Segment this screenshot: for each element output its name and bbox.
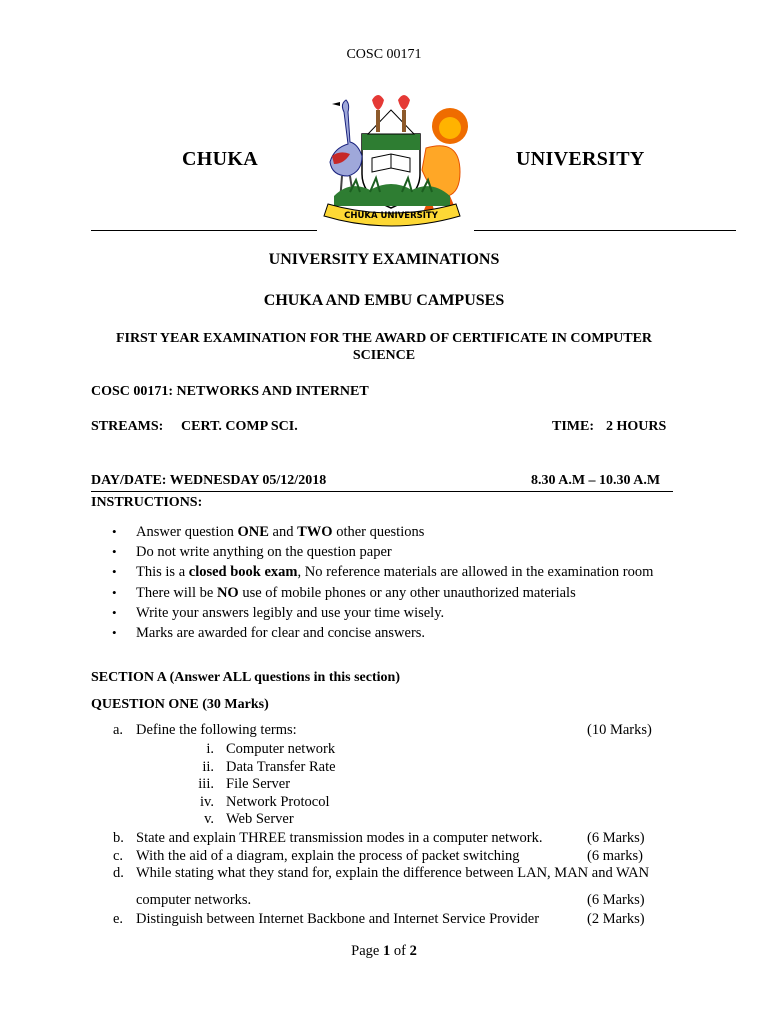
info-rule	[91, 491, 673, 492]
instruction-item: • This is a closed book exam, No reference materials are allowed in the examination room	[112, 562, 653, 582]
term-num: iii.	[198, 776, 214, 792]
term-text: Data Transfer Rate	[226, 759, 336, 775]
question-b-letter: b.	[113, 830, 124, 846]
question-c-marks: (6 marks)	[587, 848, 643, 864]
question-b-marks: (6 Marks)	[587, 830, 645, 846]
time-label: TIME:	[552, 419, 594, 434]
question-a-text: Define the following terms:	[136, 722, 297, 738]
section-a-heading: SECTION A (Answer ALL questions in this section)	[91, 670, 400, 685]
question-d-text: While stating what they stand for, explain the difference between LAN, MAN and WAN	[136, 865, 650, 881]
term-num: iv.	[200, 794, 214, 810]
page-total: 2	[409, 943, 417, 959]
award-title-line1: FIRST YEAR EXAMINATION FOR THE AWARD OF CERTIFICATE IN COMPUTER	[115, 331, 653, 346]
term-num: ii.	[202, 759, 214, 775]
term-text: Web Server	[226, 811, 294, 827]
instruction-item: • Answer question ONE and TWO other questions	[112, 522, 653, 542]
question-d-text-cont: computer networks.	[136, 892, 252, 908]
campuses-title: CHUKA AND EMBU CAMPUSES	[263, 292, 505, 309]
university-crest-logo	[310, 92, 470, 230]
header-right-title: UNIVERSITY	[516, 148, 645, 170]
question-a-marks: (10 Marks)	[587, 722, 652, 738]
question-b-text: State and explain THREE transmission modes in a computer network.	[136, 830, 543, 846]
question-a-letter: a.	[113, 722, 124, 738]
header-course-code: COSC 00171	[346, 47, 422, 62]
term-text: Computer network	[226, 741, 336, 757]
exam-title: UNIVERSITY EXAMINATIONS	[268, 251, 500, 268]
page-number: 1	[382, 943, 391, 959]
header-rule-right	[474, 230, 736, 231]
term-text: Network Protocol	[226, 794, 330, 810]
course-title: COSC 00171: NETWORKS AND INTERNET	[91, 384, 369, 399]
page-footer	[0, 943, 768, 960]
exam-hours: 8.30 A.M – 10.30 A.M	[531, 473, 661, 488]
crest-ribbon-text: CHUKA UNIVERSITY	[344, 211, 438, 221]
question-d-letter: d.	[113, 865, 124, 881]
question-e-text: Distinguish between Internet Backbone and Internet Service Provider	[136, 911, 540, 927]
question-c-letter: c.	[113, 848, 124, 864]
award-title-line2: SCIENCE	[352, 348, 416, 363]
time-value: 2 HOURS	[606, 419, 667, 434]
instructions-heading: INSTRUCTIONS:	[91, 495, 203, 510]
instruction-item: • Marks are awarded for clear and concise answers.	[112, 623, 653, 643]
question-c-text: With the aid of a diagram, explain the process of packet switching	[136, 848, 520, 864]
header-left-title: CHUKA	[182, 148, 258, 170]
page-label: Page	[351, 943, 383, 959]
header-rule-left	[91, 230, 317, 231]
term-text: File Server	[226, 776, 291, 792]
question-d-marks: (6 Marks)	[587, 892, 645, 908]
term-num: v.	[204, 811, 214, 827]
instruction-item: • There will be NO use of mobile phones or any other unauthorized materials	[112, 583, 653, 603]
streams-value: CERT. COMP SCI.	[181, 419, 298, 434]
page-of: of	[390, 943, 410, 959]
question-one-heading: QUESTION ONE (30 Marks)	[91, 697, 269, 712]
day-date: DAY/DATE: WEDNESDAY 05/12/2018	[91, 473, 327, 488]
question-e-letter: e.	[113, 911, 124, 927]
instruction-item: • Do not write anything on the question paper	[112, 542, 653, 562]
instructions-list	[112, 522, 653, 643]
question-e-marks: (2 Marks)	[587, 911, 645, 927]
streams-label: STREAMS:	[91, 419, 164, 434]
instruction-item: • Write your answers legibly and use your time wisely.	[112, 603, 653, 623]
term-num: i.	[206, 741, 214, 757]
